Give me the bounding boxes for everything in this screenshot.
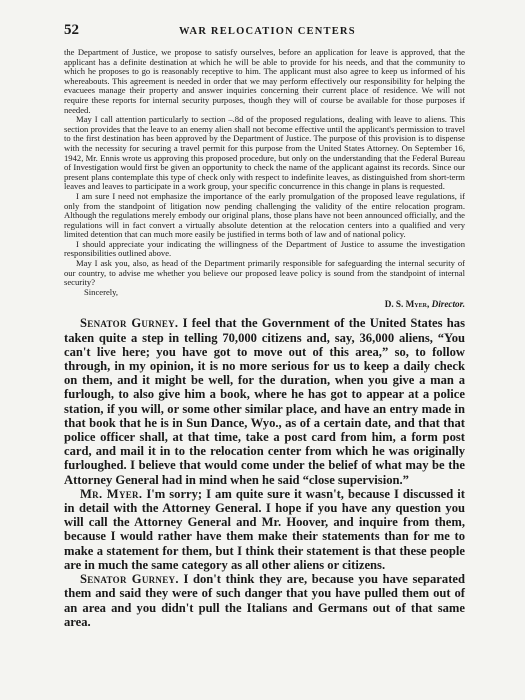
speaker-name: Senator Gurney. xyxy=(80,316,179,331)
running-head: WAR RELOCATION CENTERS xyxy=(179,26,356,37)
speaker-name: Mr. Myer. xyxy=(80,486,143,501)
memo-paragraph: May I ask you, also, as head of the Department primarily responsible for safeguarding the internal security of our country, to advise me whether you believe our proposed leave policy is sound from the standpoint of internal security? xyxy=(64,258,465,288)
testimony-text: I feel that the Government of the United States has taken quite a step in telling 70,000 citizens and, say, 36,000 aliens, “You can't live here; you have got to move out of this area,” so, to follow through, in my opinion, it is no more serious for us to keep a daily check on them, and it might be well, for the duration, when you give a man a furlough, to also give him a book, where he has got to appear at a police station, if you will, or some other similar place, and have an entry made in that book that he is in Sun Dance, Wyo., as of a certain date, and that that police officer shall, at that time, take a post card from him, a form post card, and mail it in to the relocation center from which he was originally furloughed. I believe that would come under the belief of what may be the Attorney General had in mind when he said “close supervision.” xyxy=(64,316,465,487)
testimony-text: I'm sorry; I am quite sure it wasn't, because I discussed it in detail with the Attorney General. I hope if you have any question you will call the Attorney General and Mr. Hoover, and inquire from them, because I would rather have them make their statements than for me to make a statement for them, but I think their statement is that these people are in much the same category as all other aliens or citizens. xyxy=(64,486,465,572)
testimony-paragraph xyxy=(64,316,465,486)
letter-closing: Sincerely, xyxy=(84,286,119,297)
signature-block xyxy=(64,298,465,310)
letter-body xyxy=(64,48,465,297)
testimony-paragraph xyxy=(64,487,465,572)
memo-paragraph: I should appreciate your indicating the willingness of the Department of Justice to assume the investigation responsibilities outlined above. xyxy=(64,238,465,259)
page-header xyxy=(64,22,465,48)
testimony xyxy=(64,316,465,628)
testimony-text: I don't think they are, because you have separated them and said they were of such danger that you have pulled them out of an area and you didn't pull the Italians and Germans out of that same area. xyxy=(64,572,465,629)
memo-paragraph: I am sure I need not emphasize the importance of the early promulgation of the proposed leave regulations, if only from the standpoint of litigation now pending challenging the validity of the entire relocation program. Although the regulations merely embody our original plans, those plans have not been announced officially, and the regulations will in fact convert a virtually absolute detention at the relocation centers into a qualified and very limited detention that can much more easily be justified in terms both of law and of national policy. xyxy=(64,190,465,240)
signature-name: D. S. Myer, xyxy=(384,299,430,310)
testimony-paragraph xyxy=(64,572,465,629)
memo-paragraph: the Department of Justice, we propose to satisfy ourselves, before an application for leave is approved, that the applicant has a definite destination at which he will be able to provide for his needs, and that the community to which he proposes to go is reasonably receptive to him. The applicant must also agree to keep us informed of his whereabouts. This agreement is needed in order that we may perform effectively our responsibility for helping the evacuees manage their property and answer inquiries concerning their current place of residence. We will not require these reports for internal security purposes, though they will of course be available for those purposes if needed. xyxy=(64,47,465,115)
signature-title: Director. xyxy=(431,299,465,310)
memo-paragraph: May I call attention particularly to section –.8d of the proposed regulations, dealing with leave to aliens. This section provides that the leave to an enemy alien shall not become effective until the applicant's permission to travel to the first destination has been approved by the Department of Justice. The purpose of this provision is to dispense with the necessity for securing a travel permit for this purpose from the United States Attorney. On September 16, 1942, Mr. Ennis wrote us approving this proposed procedure, but only on the understanding that the Federal Bureau of Investigation would first be given an opportunity to check the name of the applicant against its records. Since our present plans contemplate this type of check only with respect to indefinite leaves, as distinguished from short-term leaves and leaves to participate in a work group, your specific concurrence in this change in plans is requested. xyxy=(64,114,465,192)
speaker-name: Senator Gurney. xyxy=(80,572,179,587)
page-number: 52 xyxy=(64,22,79,38)
